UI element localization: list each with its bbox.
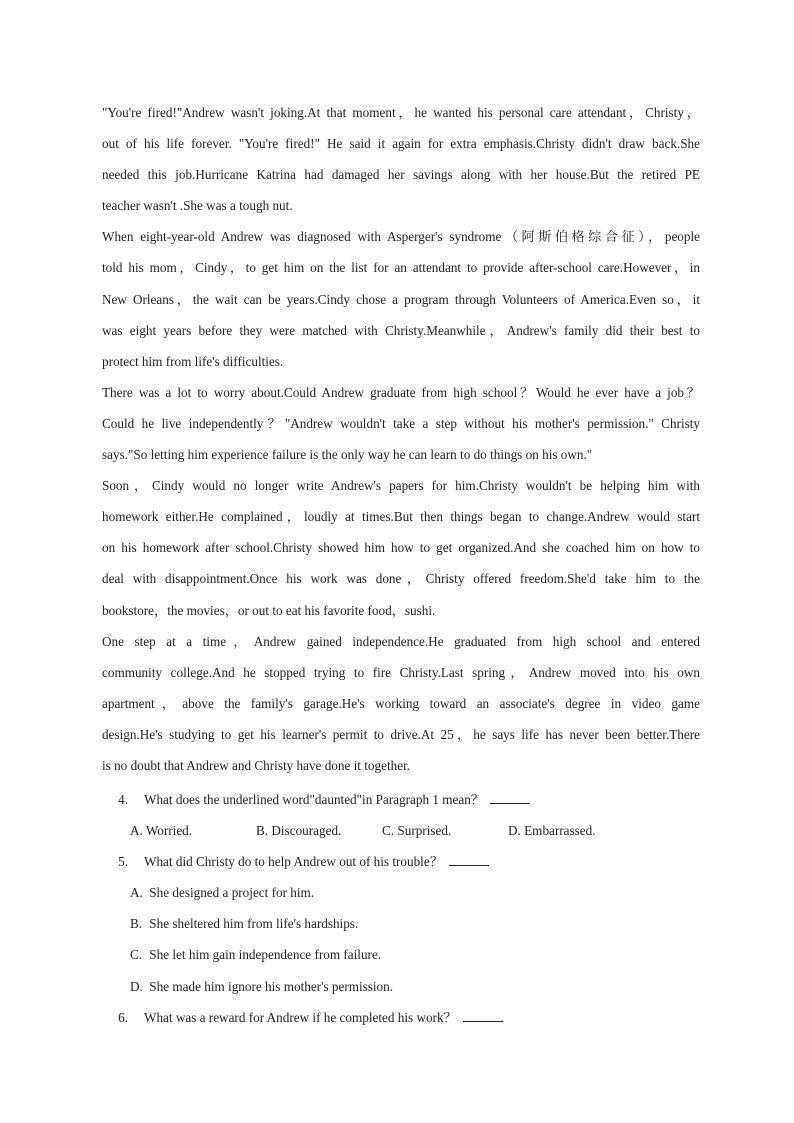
option-letter: D. (130, 978, 143, 994)
option-text: She designed a project for him. (149, 885, 315, 901)
passage-line: Could he live independently？"Andrew wouldn't take a step without his mother's permission." Christy (102, 415, 700, 431)
option-letter: C. (130, 947, 143, 963)
option-text: Embarrassed. (524, 823, 596, 839)
passage-line: design.He's studying to get his learner's permit to drive.At 25，he says life has never been better.There (102, 726, 700, 742)
option-b[interactable] (102, 912, 700, 943)
option-letter: A. (130, 885, 143, 901)
passage-line: teacher wasn't .She was a tough nut. (102, 198, 293, 214)
passage-line: apartment，above the family's garage.He's working toward an associate's degree in video game (102, 695, 700, 711)
option-a[interactable] (130, 819, 256, 843)
passage-line: "You're fired!"Andrew wasn't joking.At that moment，he wanted his personal care attendant，Christy， (102, 105, 700, 120)
option-c[interactable] (382, 819, 508, 843)
passage-line: out of his life forever. "You're fired!" He said it again for extra emphasis.Christy didn't draw back.She (102, 136, 700, 152)
passage-line: deal with disappointment.Once his work was done，Christy offered freedom.She'd take him to the (102, 571, 700, 587)
question-number: 4. (118, 792, 128, 807)
passage-line: says."So letting him experience failure is the only way he can learn to do things on his own." (102, 447, 593, 463)
question-list (102, 788, 700, 1037)
question-6 (102, 1006, 700, 1037)
question-text: What was a reward for Andrew if he completed his work？ (144, 1009, 457, 1025)
option-a[interactable] (102, 881, 700, 912)
option-text: Worried. (145, 823, 193, 839)
option-c[interactable] (102, 943, 700, 974)
passage-line: New Orleans，the wait can be years.Cindy chose a program through Volunteers of America.Even so，it (102, 291, 700, 307)
option-d[interactable] (102, 975, 700, 1006)
passage-line: is no doubt that Andrew and Christy have done it together. (102, 757, 411, 773)
reading-passage (102, 101, 700, 785)
option-text: She let him gain independence from failure. (149, 947, 382, 963)
option-letter: B. (256, 823, 269, 839)
question-number: 6. (118, 1009, 128, 1025)
option-text: Discouraged. (271, 823, 342, 839)
passage-line: protect him from life's difficulties. (102, 353, 284, 369)
passage-line: homework either.He complained，loudly at times.But then things began to change.Andrew would start (102, 509, 700, 525)
passage-line: was eight years before they were matched with Christy.Meanwhile，Andrew's family did their best to (102, 322, 700, 338)
passage-line: community college.And he stopped trying to fire Christy.Last spring，Andrew moved into his own (102, 664, 700, 680)
passage-line: told his mom，Cindy，to get him on the list for an attendant to provide after-school care.However，in (102, 260, 700, 276)
passage-line: One step at a time，Andrew gained independence.He graduated from high school and entered (102, 633, 700, 649)
question-4-options (102, 819, 700, 850)
option-d[interactable] (508, 819, 596, 843)
passage-line: bookstore，the movies，or out to eat his favorite food，sushi. (102, 602, 436, 618)
question-text: What did Christy do to help Andrew out of his trouble？ (144, 854, 443, 870)
option-b[interactable] (256, 819, 382, 843)
answer-blank[interactable] (449, 850, 489, 866)
question-text: What does the underlined word"daunted"in Paragraph 1 mean？ (144, 792, 484, 807)
option-letter: C. (382, 823, 395, 839)
passage-line: needed this job.Hurricane Katrina had damaged her savings along with her house.But the retired PE (102, 167, 700, 183)
answer-blank[interactable] (490, 788, 530, 804)
option-letter: B. (130, 916, 143, 932)
passage-line: Soon，Cindy would no longer write Andrew's papers for him.Christy wouldn't be helping him with (102, 478, 700, 494)
option-letter: D. (508, 823, 521, 839)
option-letter: A. (130, 823, 143, 839)
answer-blank[interactable] (463, 1006, 503, 1022)
question-4 (102, 788, 700, 819)
option-text: She sheltered him from life's hardships. (149, 916, 359, 932)
passage-line: When eight-year-old Andrew was diagnosed with Asperger's syndrome（阿斯伯格综合征），people (102, 229, 700, 245)
option-text: She made him ignore his mother's permission. (149, 978, 394, 994)
question-5 (102, 850, 700, 881)
option-text: Surprised. (397, 823, 452, 839)
question-number: 5. (118, 854, 128, 870)
passage-line: There was a lot to worry about.Could Andrew graduate from high school？Would he ever have a job？ (102, 384, 700, 400)
passage-line: on his homework after school.Christy showed him how to get organized.And she coached him on how to (102, 540, 700, 556)
